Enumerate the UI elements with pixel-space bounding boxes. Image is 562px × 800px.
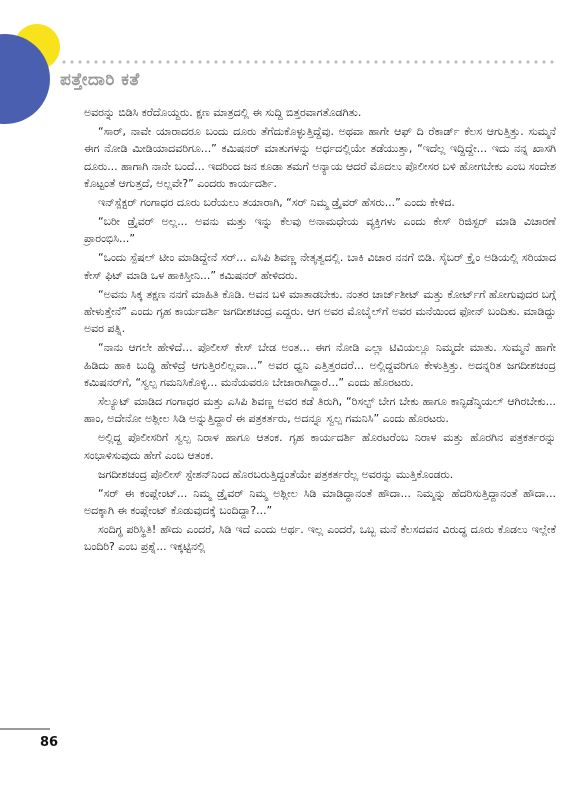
- paragraph: ಸೆಲ್ಯೂಟ್ ಮಾಡಿದ ಗಂಗಾಧರ ಮತ್ತು ಎಸಿಪಿ ಶಿವಣ್ಣ ಅವರ ಕಡೆ ತಿರುಗಿ, “ರಿಸಲ್ಟ್ ಬೇಗ ಬೇಕು ಹಾಗೂ ಕಾನ್ಫಿಡೆನ್ಶಿಯಲ್ ಆಗಿರಬೇಕು... ಹಾಂ, ಅದೇನೋ ಅಶ್ಲೀಲ ಸಿಡಿ ಅನ್ನುತ್ತಿದ್ದಾರೆ ಈ ಪತ್ರಕರ್ತರು, ಅದನ್ನೂ ಸ್ವಲ್ಪ ಗಮನಿಸಿ” ಎಂದು ಹೊರಟರು.: [84, 395, 556, 426]
- paragraph: “ಅವನು ಸಿಕ್ಕ ತಕ್ಷಣ ನನಗೆ ಮಾಹಿತಿ ಕೊಡಿ. ಅವನ ಬಳಿ ಮಾತಾಡಬೇಕು. ನಂತರ ಚಾರ್ಜ್‌ಶೀಟ್ ಮತ್ತು ಕೋರ್ಟ್‌ಗೆ ಹೋಗುವುದರ ಬಗ್ಗೆ ಹೇಳುತ್ತೇನೆ” ಎಂದು ಗೃಹ ಕಾರ್ಯದರ್ಶಿ ಜಗದೀಶಚಂದ್ರ ಎದ್ದರು. ಆಗ ಅವರ ಮೊಬೈಲ್‌ಗೆ ಅವರ ಮನೆಯಿಂದ ಫೋನ್ ಬಂದಿತು. ಮಾಡಿದ್ದು ಅವರ ಪತ್ನಿ.: [84, 287, 556, 336]
- paragraph: “ಬರೀ ಡ್ರೈವರ್ ಅಲ್ಲ... ಅವನು ಮತ್ತು ಇನ್ನು ಕೆಲವು ಅನಾಮಧೇಯ ವ್ಯಕ್ತಿಗಳು ಎಂದು ಕೇಸ್ ರಿಜಿಸ್ಟರ್ ಮಾಡಿ ವಿಚಾರಣೆ ಪ್ರಾರಂಭಿಸಿ...”: [84, 214, 556, 246]
- paragraph: ಅವರನ್ನು ಬಿಡಿಸಿ ಕರೆದೊಯ್ದರು. ಕ್ಷಣ ಮಾತ್ರದಲ್ಲಿ ಈ ಸುದ್ದಿ ಬಿತ್ತರವಾಗತೊಡಗಿತು.: [84, 106, 362, 119]
- story-text: [84, 104, 556, 557]
- paragraph: ಜಗದೀಶಚಂದ್ರ ಪೊಲೀಸ್ ಸ್ಟೇಶನ್‌ನಿಂದ ಹೊರಬರುತ್ತಿದ್ದಂತೆಯೇ ಪತ್ರಕರ್ತರೆಲ್ಲ ಅವರನ್ನು ಮುತ್ತಿಕೊಂಡರು.: [98, 467, 454, 481]
- paragraph: “ಸಾರ್, ನಾವೇ ಯಾರಾದರೂ ಬಂದು ದೂರು ತೆಗೆದುಕೊಳ್ಳುತ್ತಿದ್ದೆವು. ಅಥವಾ ಹಾಗೇ ಆಫ್ ದಿ ರೆಕಾರ್ಡ್ ಕೆಲಸ ಆಗುತ್ತಿತ್ತು. ಸುಮ್ಮನೆ ಈಗ ನೋಡಿ ಮೀಡಿಯಾದವರಿಗೂ...” ಕಮಿಷನರ್ ಮಾತುಗಳನ್ನು ಅರ್ಧದಲ್ಲಿಯೇ ತಡೆಯುತ್ತಾ, “ಇದೆಲ್ಲ ಇದ್ದಿದ್ದೇ... ಇದು ನನ್ನ ಖಾಸಗಿ ದೂರು... ಹಾಗಾಗಿ ನಾನೇ ಬಂದೆ... ಇದರಿಂದ ಜನ ಕೂಡಾ ತಮಗೆ ಅನ್ಯಾಯ ಆದರೆ ಮೊದಲು ಪೊಲೀಸರ ಬಳಿ ಹೋಗಬೇಕು ಎಂಬ ಸಂದೇಶ ಕೊಟ್ಟಂತೆ ಆಗುತ್ತದೆ, ಅಲ್ಲವೇ?” ಎಂದರು ಕಾರ್ಯದರ್ಶಿ.: [84, 124, 556, 191]
- paragraph: ಅಲ್ಲಿದ್ದ ಪೊಲೀಸರಿಗೆ ಸ್ವಲ್ಪ ನಿರಾಳ ಹಾಗೂ ಆತಂಕ. ಗೃಹ ಕಾರ್ಯದರ್ಶಿ ಹೊರಟರೆಂಬ ನಿರಾಳ ಮತ್ತು ಹೊರಗಿನ ಪತ್ರಕರ್ತರನ್ನು ಸಂಭಾಳಿಸುವುದು ಹೇಗೆ ಎಂಬ ಆತಂಕ.: [84, 431, 556, 462]
- paragraph: ಸಂದಿಗ್ಧ ಪರಿಸ್ಥಿತಿ! ಹೌದು ಎಂದರೆ, ಸಿಡಿ ಇದೆ ಎಂದು ಅರ್ಥ. ಇಲ್ಲ ಎಂದರೆ, ಒಬ್ಬ ಮನೆ ಕೆಲಸದವನ ವಿರುದ್ಧ ದೂರು ಕೊಡಲು ಇಲ್ಲೇಕೆ ಬಂದಿರಿ? ಎಂಬ ಪ್ರಶ್ನೆ... ಇಕ್ಕಟ್ಟಿನಲ್ಲಿ: [84, 522, 556, 554]
- section-title: ಪತ್ತೇದಾರಿ ಕತೆ: [60, 70, 140, 90]
- dotted-header-rule: [60, 60, 556, 64]
- footer-rule: [0, 728, 50, 730]
- paragraph: “ಒಂದು ಸ್ಪೆಷಲ್ ಟೀಂ ಮಾಡಿದ್ದೇನೆ ಸರ್... ಎಸಿಪಿ ಶಿವಣ್ಣ ನೇತೃತ್ವದಲ್ಲಿ. ಬಾಕಿ ವಿಚಾರ ನನಗೆ ಬಿಡಿ. ಸೈಬರ್ ಕ್ರೈಂ ಅಡಿಯಲ್ಲಿ ಸರಿಯಾದ ಕೇಸ್ ಫಿಟ್ ಮಾಡಿ ಒಳ ಹಾಕಿಸ್ತೀನಿ...” ಕಮಿಷನರ್ ಹೇಳಿದರು.: [84, 251, 556, 282]
- page-number: 86: [40, 735, 59, 750]
- paragraph: “ನಾನು ಆಗಲೇ ಹೇಳಿದೆ... ಪೊಲೀಸ್ ಕೇಸ್ ಬೇಡ ಅಂತ... ಈಗ ನೋಡಿ ಎಲ್ಲಾ ಟಿವಿಯಲ್ಲೂ ನಿಮ್ಮದೇ ಮಾತು. ಸುಮ್ಮನೆ ಹಾಗೇ ಹಿಡಿದು ಹಾಕಿ ಬುದ್ಧಿ ಹೇಳಿದ್ರೆ ಆಗುತ್ತಿರಲಿಲ್ಲವಾ...” ಅವರ ಧ್ವನಿ ಎತ್ತಿತ್ತರದರೆ... ಅಲ್ಲಿದ್ದವರಿಗೂ ಕೇಳುತ್ತಿತ್ತು. ಅದನ್ನರಿತ ಜಗದೀಶಚಂದ್ರ ಕಮಿಷನರ್‌ಗೆ, “ಸ್ವಲ್ಪ ಗಮನಿಸಿಕೊಳ್ಳಿ... ಮನೆಯವರೂ ಬೇಜಾರಾಗಿದ್ದಾರೆ...” ಎಂದು ಹೊರಟರು.: [84, 341, 556, 390]
- paragraph: ಇನ್‌ಸ್ಪೆಕ್ಟರ್ ಗಂಗಾಧರ ದೂರು ಬರೆಯಲು ತಯಾರಾಗಿ, “ಸರ್ ನಿಮ್ಮ ಡ್ರೈವರ್ ಹೆಸರು...” ಎಂದು ಕೇಳಿದ.: [98, 196, 455, 210]
- paragraph: “ಸರ್ ಈ ಕಂಪ್ಲೇಂಟ್... ನಿಮ್ಮ ಡ್ರೈವರ್ ನಿಮ್ಮ ಅಶ್ಲೀಲ ಸಿಡಿ ಮಾಡಿದ್ದಾನಂತೆ ಹೌದಾ... ನಿಮ್ಮನ್ನು ಹೆದರಿಸುತ್ತಿದ್ದಾನಂತೆ ಹೌದಾ... ಅದಕ್ಕಾಗಿ ಈ ಕಂಪ್ಲೇಂಟ್ ಕೊಡುವುದಕ್ಕೆ ಬಂದಿದ್ದಾ?...”: [84, 486, 556, 517]
